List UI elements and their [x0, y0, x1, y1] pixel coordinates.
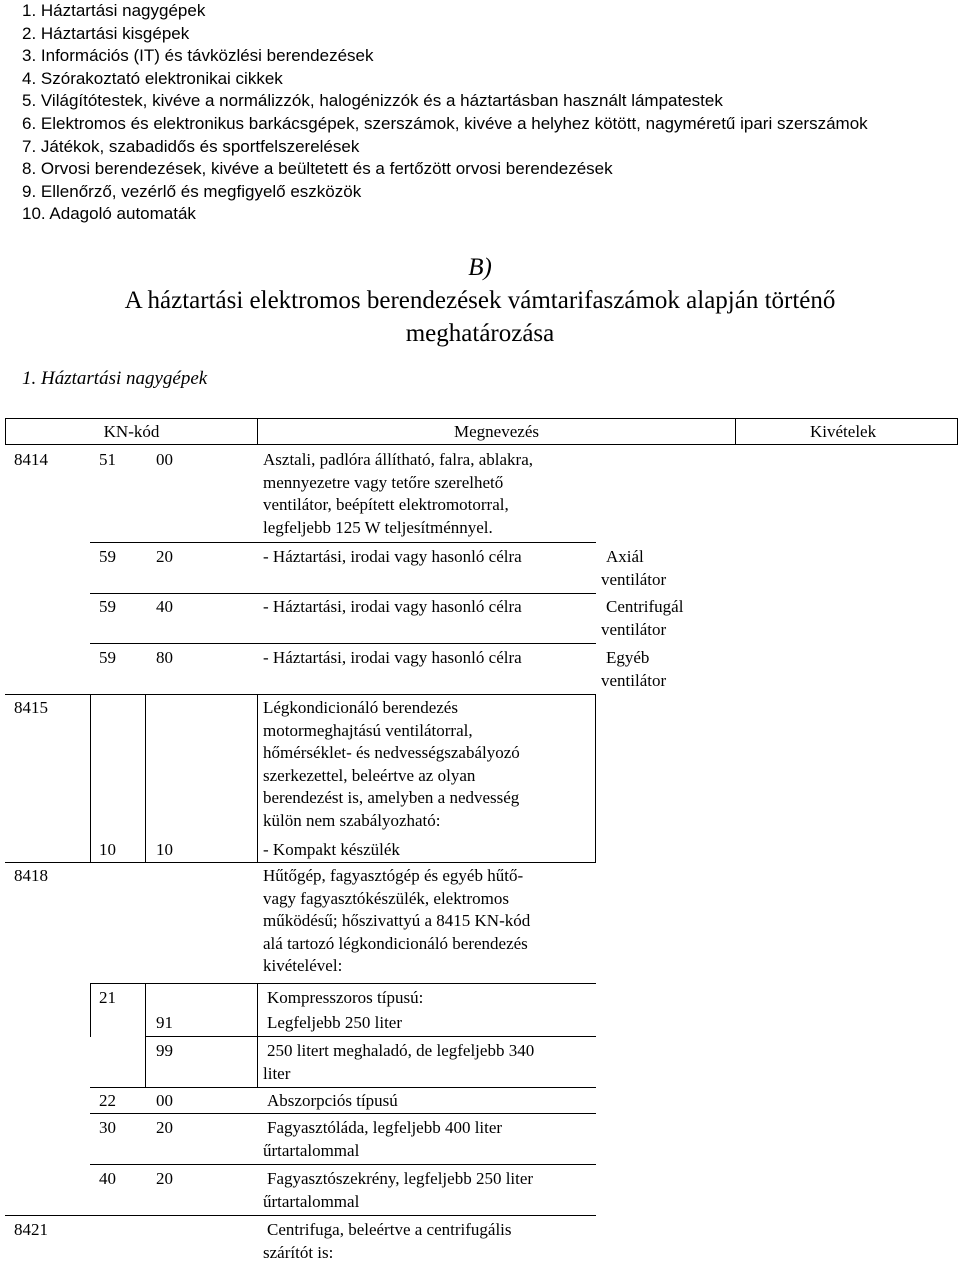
kn-subcode: 10 — [156, 840, 173, 859]
description-line: motormeghajtású ventilátorral, — [263, 720, 473, 740]
exception-line: ventilátor — [601, 569, 667, 589]
exception-line: Egyéb — [606, 648, 650, 667]
row-description — [263, 1040, 534, 1085]
kn-subcode: 99 — [156, 1041, 173, 1060]
kn-subcode: 40 — [156, 597, 173, 616]
col-header-exceptions: Kivételek — [810, 422, 877, 441]
kn-subcode: 22 — [99, 1091, 116, 1110]
kn-subcode: 00 — [156, 1091, 173, 1110]
list-item: 7. Játékok, szabadidős és sportfelszerelések — [22, 136, 360, 156]
list-item: 2. Háztartási kisgépek — [22, 23, 190, 43]
kn-subcode: 20 — [156, 1169, 173, 1188]
kn-subcode: 21 — [99, 988, 116, 1007]
kn-subcode: 59 — [99, 547, 116, 566]
description-line: vagy fagyasztókészülék, elektromos — [263, 888, 509, 908]
kn-subcode: 59 — [99, 648, 116, 667]
description-line: szárítót is: — [263, 1242, 334, 1262]
description-line: Hűtőgép, fagyasztógép és egyéb hűtő- — [263, 866, 524, 885]
description-line: berendezést is, amelyben a nedvesség — [263, 788, 520, 808]
row-description — [263, 449, 533, 539]
row-description — [263, 865, 530, 978]
row-description: Legfeljebb 250 liter — [267, 1013, 403, 1032]
description-line: Légkondicionáló berendezés — [263, 698, 458, 717]
row-description — [263, 1168, 533, 1213]
exception-line: ventilátor — [601, 619, 667, 639]
list-item: 9. Ellenőrző, vezérlő és megfigyelő eszközök — [22, 181, 362, 201]
col-header-name: Megnevezés — [454, 422, 539, 441]
description-line: működésű; hőszivattyú a 8415 KN-kód — [263, 911, 531, 931]
row-description: Kompresszoros típusú: — [267, 988, 424, 1007]
row-exception — [601, 546, 666, 591]
description-line: külön nem szabályozható: — [263, 810, 441, 830]
kn-subcode: 80 — [156, 648, 173, 667]
kn-code-heading: 8414 — [14, 450, 48, 469]
description-line: hőmérséklet- és nedvességszabályozó — [263, 743, 520, 763]
description-line: alá tartozó légkondicionáló berendezés — [263, 933, 528, 953]
section-title-line: A háztartási elektromos berendezések vámtarifaszámok alapján történő — [124, 287, 836, 314]
description-line: kivételével: — [263, 956, 343, 976]
description-line: Centrifuga, beleértve a centrifugális — [267, 1220, 512, 1239]
kn-subcode: 91 — [156, 1013, 173, 1032]
list-item: 3. Információs (IT) és távközlési berendezések — [22, 46, 374, 66]
list-item: 6. Elektromos és elektronikus barkácsgépek, szerszámok, kivéve a helyhez kötött, nagyméretű ipari szerszámok — [22, 113, 868, 133]
kn-subcode: 10 — [99, 840, 116, 859]
row-exception — [601, 647, 666, 692]
description-line: Asztali, padlóra állítható, falra, ablakra, — [263, 450, 533, 469]
row-description: - Háztartási, irodai vagy hasonló célra — [263, 597, 522, 616]
row-exception — [601, 596, 683, 641]
description-line: ventilátor, beépített elektromotorral, — [263, 495, 509, 515]
section-title-line: meghatározása — [405, 320, 555, 347]
kn-code-heading: 8418 — [14, 866, 48, 885]
list-item: 10. Adagoló automaták — [22, 204, 196, 224]
row-description: - Háztartási, irodai vagy hasonló célra — [263, 547, 522, 566]
exception-line: Centrifugál — [606, 597, 684, 616]
section-heading: B) — [468, 254, 492, 281]
list-item: 8. Orvosi berendezések, kivéve a beültetett és a fertőzött orvosi berendezések — [22, 159, 613, 179]
description-line: Fagyasztóláda, legfeljebb 400 liter — [267, 1118, 503, 1137]
list-item: 4. Szórakoztató elektronikai cikkek — [22, 68, 283, 88]
section-subtitle: 1. Háztartási nagygépek — [22, 368, 208, 389]
row-description — [263, 1219, 512, 1264]
kn-code-heading: 8415 — [14, 698, 48, 717]
kn-code-heading: 8421 — [14, 1220, 48, 1239]
exception-line: ventilátor — [601, 670, 667, 690]
row-description: - Kompakt készülék — [263, 840, 400, 859]
row-description: Abszorpciós típusú — [267, 1091, 398, 1110]
description-line: űrtartalommal — [263, 1191, 360, 1211]
description-line: űrtartalommal — [263, 1140, 360, 1160]
kn-subcode: 20 — [156, 547, 173, 566]
description-line: szerkezettel, beleértve az olyan — [263, 765, 476, 785]
row-description — [263, 1117, 502, 1162]
exception-line: Axiál — [606, 547, 644, 566]
row-description: - Háztartási, irodai vagy hasonló célra — [263, 648, 522, 667]
description-line: 250 litert meghaladó, de legfeljebb 340 — [267, 1041, 535, 1060]
kn-subcode: 59 — [99, 597, 116, 616]
kn-subcode: 51 — [99, 450, 116, 469]
kn-subcode: 40 — [99, 1169, 116, 1188]
list-item: 1. Háztartási nagygépek — [22, 1, 206, 20]
kn-subcode: 00 — [156, 450, 173, 469]
row-description — [263, 697, 520, 833]
kn-subcode: 30 — [99, 1118, 116, 1137]
col-header-kn: KN-kód — [103, 422, 160, 441]
kn-subcode: 20 — [156, 1118, 173, 1137]
description-line: legfeljebb 125 W teljesítménnyel. — [263, 517, 493, 537]
description-line: liter — [263, 1063, 291, 1083]
description-line: Fagyasztószekrény, legfeljebb 250 liter — [267, 1169, 534, 1188]
description-line: mennyezetre vagy tetőre szerelhető — [263, 472, 504, 492]
list-item: 5. Világítótestek, kivéve a normálizzók, halogénizzók és a háztartásban használt lámpatestek — [22, 91, 723, 111]
